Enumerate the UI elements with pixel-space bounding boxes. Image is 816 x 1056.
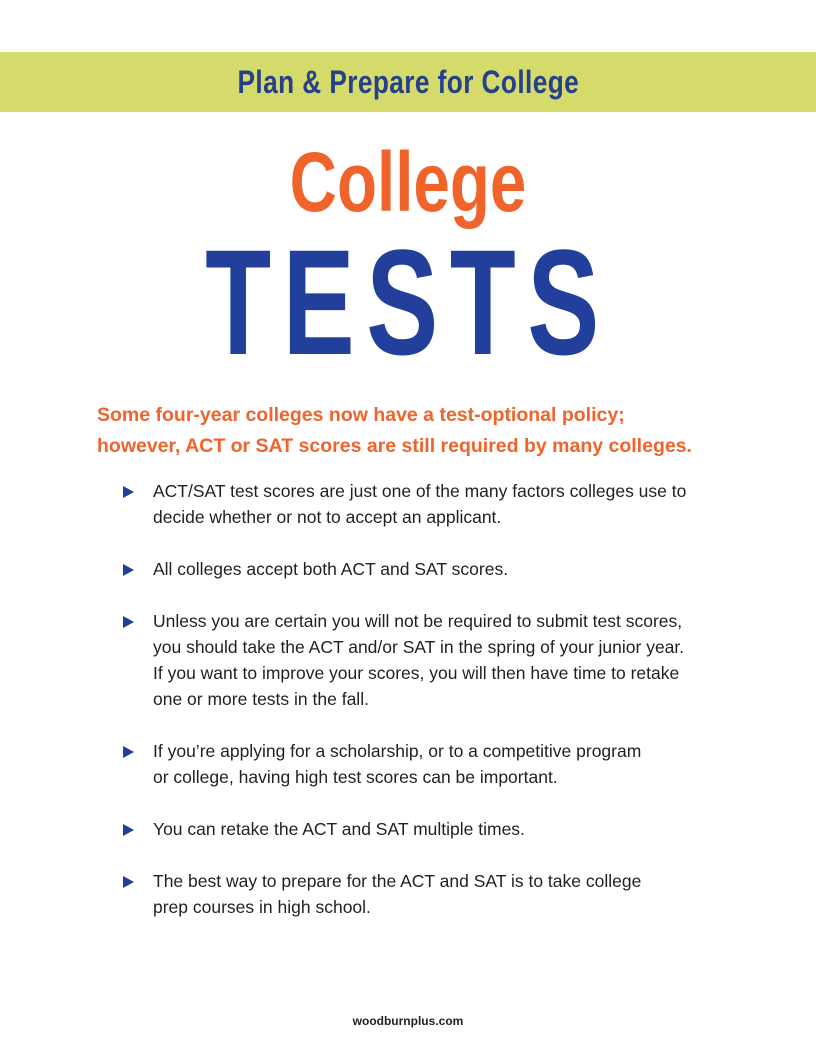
intro-text <box>97 400 777 462</box>
heading-college: College <box>289 135 527 229</box>
bullet-item <box>123 738 743 790</box>
bullet-line: prep courses in high school. <box>153 897 371 917</box>
bullet-item <box>123 868 743 920</box>
triangle-right-icon <box>123 876 134 888</box>
triangle-right-icon <box>123 746 134 758</box>
bullet-line: All colleges accept both ACT and SAT scores. <box>153 559 509 579</box>
heading-tests: TESTS <box>205 218 611 386</box>
bullet-line: decide whether or not to accept an applicant. <box>153 507 502 527</box>
bullet-line: one or more tests in the fall. <box>153 689 369 709</box>
triangle-right-icon <box>123 824 134 836</box>
bullet-line: ACT/SAT test scores are just one of the many factors colleges use to <box>153 481 687 501</box>
bullet-line: If you’re applying for a scholarship, or to a competitive program <box>153 741 642 761</box>
triangle-right-icon <box>123 486 134 498</box>
triangle-right-icon <box>123 564 134 576</box>
bullet-line: If you want to improve your scores, you will then have time to retake <box>153 663 680 683</box>
bullet-line: or college, having high test scores can be important. <box>153 767 558 787</box>
bullet-item <box>123 478 743 530</box>
triangle-right-icon <box>123 616 134 628</box>
bullet-line: You can retake the ACT and SAT multiple times. <box>153 819 525 839</box>
banner-title: Plan & Prepare for College <box>237 63 579 100</box>
bullet-line: you should take the ACT and/or SAT in the spring of your junior year. <box>153 637 685 657</box>
bullet-line: The best way to prepare for the ACT and SAT is to take college <box>153 871 642 891</box>
bullet-item <box>123 608 743 712</box>
bullet-list <box>123 478 743 946</box>
footer-site: woodburnplus.com <box>352 1014 464 1028</box>
intro-line: Some four-year colleges now have a test-optional policy; <box>97 404 625 426</box>
header-banner <box>0 52 816 112</box>
intro-line: however, ACT or SAT scores are still required by many colleges. <box>97 435 692 457</box>
bullet-item <box>123 816 743 842</box>
bullet-item <box>123 556 743 582</box>
bullet-line: Unless you are certain you will not be required to submit test scores, <box>153 611 683 631</box>
